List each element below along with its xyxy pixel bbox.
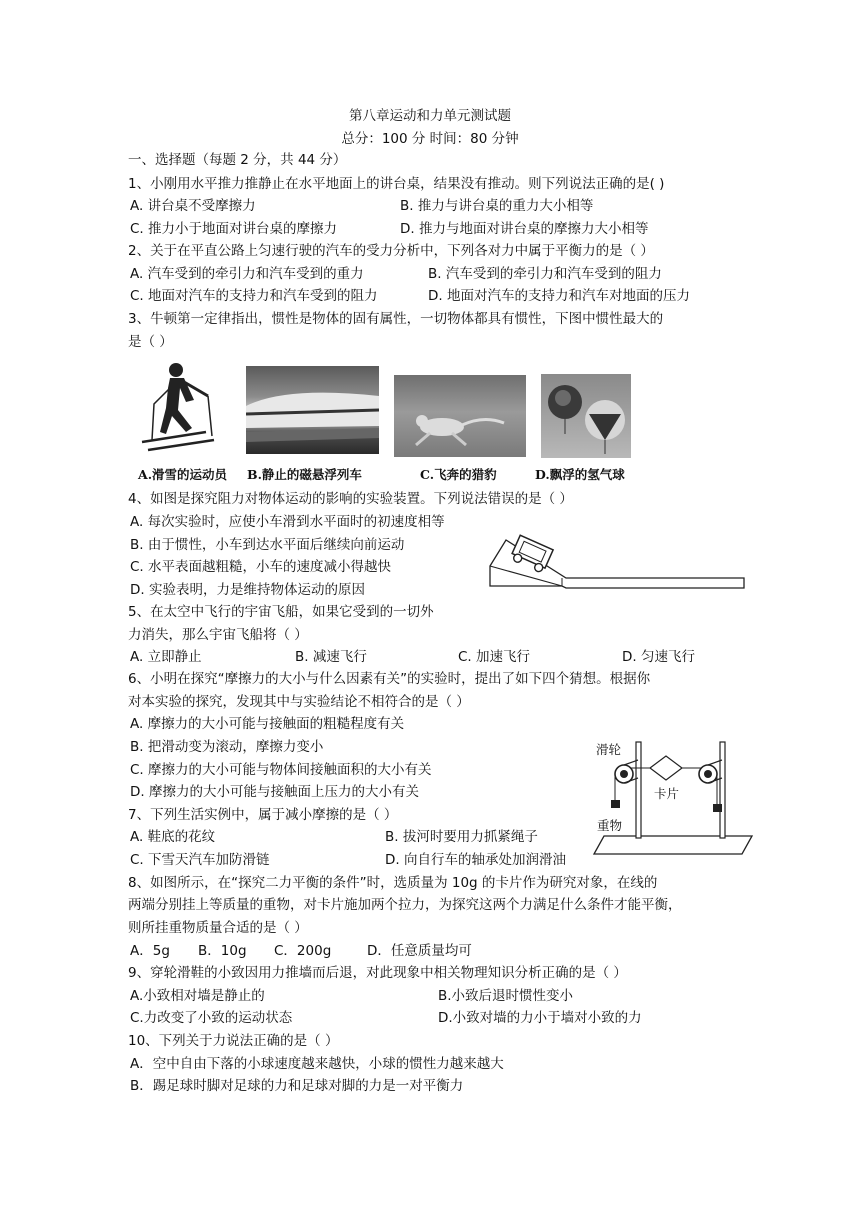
q2-option-a: A. 汽车受到的牵引力和汽车受到的重力 (130, 266, 364, 282)
q3-stem-line1: 3、牛顿第一定律指出，惯性是物体的固有属性，一切物体都具有惯性，下图中惯性最大的 (128, 311, 664, 327)
q9-stem: 9、穿轮滑鞋的小致因用力推墙而后退，对此现象中相关物理知识分析正确的是（ ） (128, 965, 627, 981)
hydrogen-balloon-image (541, 374, 631, 458)
q8-option-d: D．任意质量均可 (367, 943, 472, 959)
q4-option-a: A. 每次实验时，应使小车滑到水平面时的初速度相等 (130, 514, 445, 530)
q5-option-c: C. 加速飞行 (458, 649, 531, 665)
q9-option-d: D.小致对墙的力小于墙对小致的力 (438, 1010, 642, 1026)
q7-stem: 7、下列生活实例中，属于减小摩擦的是（ ） (128, 807, 398, 823)
q5-option-b: B. 减速飞行 (295, 649, 367, 665)
q10-stem: 10、下列关于力说法正确的是（ ） (128, 1033, 339, 1049)
q8-stem-line1: 8、如图所示，在“探究二力平衡的条件”时，选质量为 10g 的卡片作为研究对象，在线的 (128, 875, 658, 891)
q6-option-b: B. 把滑动变为滚动，摩擦力变小 (130, 739, 324, 755)
q6-option-d: D. 摩擦力的大小可能与接触面上压力的大小有关 (130, 784, 419, 800)
q9-option-a: A.小致相对墙是静止的 (130, 988, 265, 1004)
q5-stem-line1: 5、在太空中飞行的宇宙飞船，如果它受到的一切外 (128, 604, 434, 620)
q1-option-b: B. 推力与讲台桌的重力大小相等 (400, 198, 594, 214)
card-label: 卡片 (654, 786, 680, 801)
q8-option-c: C．200g (274, 943, 332, 959)
q7-option-a: A. 鞋底的花纹 (130, 829, 216, 845)
exam-meta: 总分：100 分 时间：80 分钟 (341, 131, 519, 147)
q8-option-a: A．5g (130, 943, 170, 959)
maglev-train-image (246, 366, 379, 454)
q4-stem: 4、如图是探究阻力对物体运动的影响的实验装置。下列说法错误的是（ ） (128, 491, 573, 507)
weight-label: 重物 (597, 818, 623, 833)
q4-option-b: B. 由于惯性，小车到达水平面后继续向前运动 (130, 537, 405, 553)
q2-stem: 2、关于在平直公路上匀速行驶的汽车的受力分析中，下列各对力中属于平衡力的是（ ） (128, 243, 654, 259)
q9-option-c: C.力改变了小致的运动状态 (130, 1010, 293, 1026)
q2-option-b: B. 汽车受到的牵引力和汽车受到的阻力 (428, 266, 662, 282)
q1-option-d: D. 推力与地面对讲台桌的摩擦力大小相等 (400, 221, 649, 237)
q7-option-b: B. 拔河时要用力抓紧绳子 (385, 829, 538, 845)
q8-stem-line2: 两端分别挂上等质量的重物，对卡片施加两个拉力，为探究这两个力满足什么条件才能平衡， (128, 897, 682, 913)
q1-option-a: A. 讲台桌不受摩擦力 (130, 198, 256, 214)
q3-stem-line2: 是（ ） (128, 334, 173, 350)
q7-option-d: D. 向自行车的轴承处加润滑油 (385, 852, 566, 868)
q8-stem-line3: 则所挂重物质量合适的是（ ） (128, 920, 308, 936)
q6-stem-line2: 对本实验的探究，发现其中与实验结论不相符合的是（ ） (128, 694, 470, 710)
ramp-cart-diagram (486, 528, 748, 596)
q8-option-b: B．10g (198, 943, 247, 959)
q2-option-c: C. 地面对汽车的支持力和汽车受到的阻力 (130, 288, 378, 304)
pulley-label: 滑轮 (596, 742, 622, 757)
q10-option-b: B．踢足球时脚对足球的力和足球对脚的力是一对平衡力 (130, 1078, 464, 1094)
q6-option-c: C. 摩擦力的大小可能与物体间接触面积的大小有关 (130, 762, 432, 778)
q6-stem-line1: 6、小明在探究“摩擦力的大小与什么因素有关”的实验时，提出了如下四个猜想。根据你 (128, 671, 651, 687)
q7-option-c: C. 下雪天汽车加防滑链 (130, 852, 270, 868)
q4-option-d: D. 实验表明，力是维持物体运动的原因 (130, 582, 365, 598)
section-heading: 一、选择题（每题 2 分，共 44 分） (128, 152, 347, 168)
q10-option-a: A．空中自由下落的小球速度越来越快，小球的惯性力越来越大 (130, 1056, 504, 1072)
q3-caption-c: C.飞奔的猎豹 (420, 467, 497, 482)
q1-stem: 1、小刚用水平推力推静止在水平地面上的讲台桌，结果没有推动。则下列说法正确的是( ) (128, 176, 665, 192)
cheetah-image (394, 375, 526, 457)
skier-image (134, 360, 232, 456)
q3-caption-d: D.飘浮的氢气球 (535, 467, 625, 482)
page-title: 第八章运动和力单元测试题 (349, 108, 511, 124)
q2-option-d: D. 地面对汽车的支持力和汽车对地面的压力 (428, 288, 690, 304)
q3-caption-b: B.静止的磁悬浮列车 (247, 467, 362, 482)
q5-option-a: A. 立即静止 (130, 649, 202, 665)
q6-option-a: A. 摩擦力的大小可能与接触面的粗糙程度有关 (130, 716, 405, 732)
q9-option-b: B.小致后退时惯性变小 (438, 988, 574, 1004)
q5-option-d: D. 匀速飞行 (622, 649, 695, 665)
q5-stem-line2: 力消失，那么宇宙飞船将（ ） (128, 627, 308, 643)
q1-option-c: C. 推力小于地面对讲台桌的摩擦力 (130, 221, 338, 237)
q3-caption-a: A.滑雪的运动员 (138, 467, 228, 482)
q4-option-c: C. 水平表面越粗糙，小车的速度减小得越快 (130, 559, 392, 575)
